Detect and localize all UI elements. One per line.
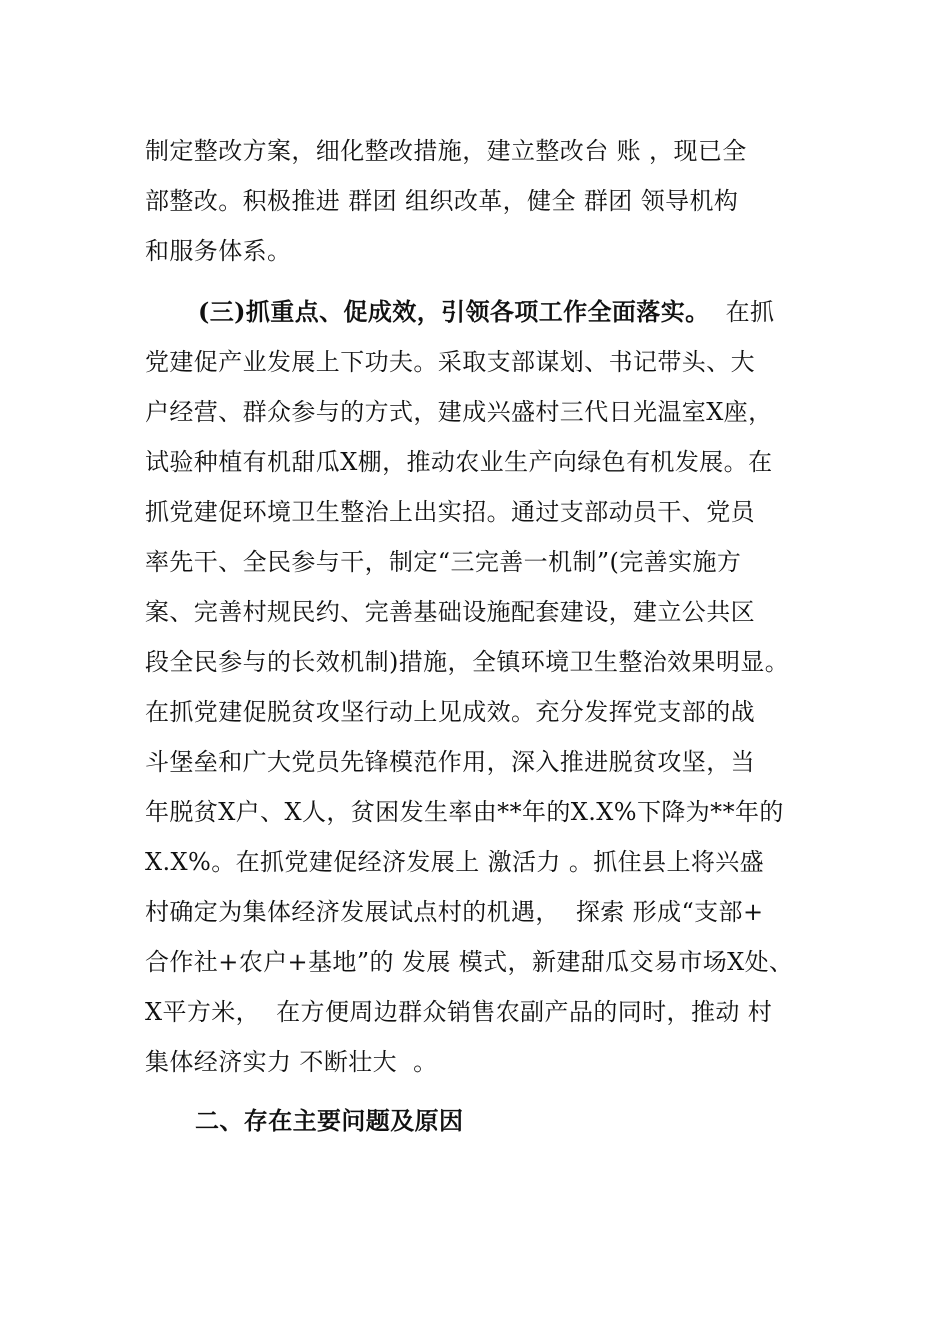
section-heading: 二、存在主要问题及原因 <box>195 1106 464 1135</box>
paragraph-2-line-3: 试验种植有机甜瓜X棚，推动农业生产向绿色有机发展。在 <box>145 448 773 476</box>
paragraph-2-line-2: 户经营、群众参与的方式，建成兴盛村三代日光温室X座， <box>145 398 773 426</box>
paragraph-2-line-11: X.X%。在抓党建促经济发展上 激活力 。抓住县上将兴盛 <box>145 848 765 876</box>
paragraph-2-line-4: 抓党建促环境卫生整治上出实招。通过支部动员干、党员 <box>145 498 755 526</box>
paragraph-2-line-7: 段全民参与的长效机制)措施，全镇环境卫生整治效果明显。 <box>145 648 790 676</box>
paragraph-2-line-8: 在抓党建促脱贫攻坚行动上见成效。充分发挥党支部的战 <box>145 698 755 726</box>
paragraph-2-line-15: 集体经济实力 不断壮大 。 <box>145 1048 438 1076</box>
subsection-heading: (三)抓重点、促成效，引领各项工作全面落实。 <box>198 297 710 326</box>
paragraph-1-line-3: 和服务体系。 <box>145 237 292 265</box>
paragraph-2-line-13: 合作社+农户+基地”的 发展 模式，新建甜瓜交易市场X处、 <box>145 948 794 976</box>
paragraph-1-line-1: 制定整改方案，细化整改措施，建立整改台 账 ，现已全 <box>145 137 747 165</box>
paragraph-2-line-1: 党建促产业发展上下功夫。采取支部谋划、书记带头、大 <box>145 348 755 376</box>
paragraph-2-line-6: 案、完善村规民约、完善基础设施配套建设，建立公共区 <box>145 598 755 626</box>
paragraph-2-line-5: 率先干、全民参与干，制定“三完善一机制”(完善实施方 <box>145 548 742 576</box>
subsection-heading-continuation: 在抓 <box>709 298 775 326</box>
paragraph-2-heading-line <box>198 292 774 332</box>
paragraph-1-line-2: 部整改。积极推进 群团 组织改革，健全 群团 领导机构 <box>145 187 739 215</box>
paragraph-2-line-14: X平方米， 在方便周边群众销售农副产品的同时，推动 村 <box>145 998 773 1026</box>
paragraph-2-line-12: 村确定为集体经济发展试点村的机遇， 探索 形成“支部+ <box>145 898 764 926</box>
paragraph-2-line-9: 斗堡垒和广大党员先锋模范作用，深入推进脱贫攻坚，当 <box>145 748 755 776</box>
paragraph-2-line-10: 年脱贫X户、X人，贫困发生率由**年的X.X%下降为**年的 <box>145 798 784 826</box>
